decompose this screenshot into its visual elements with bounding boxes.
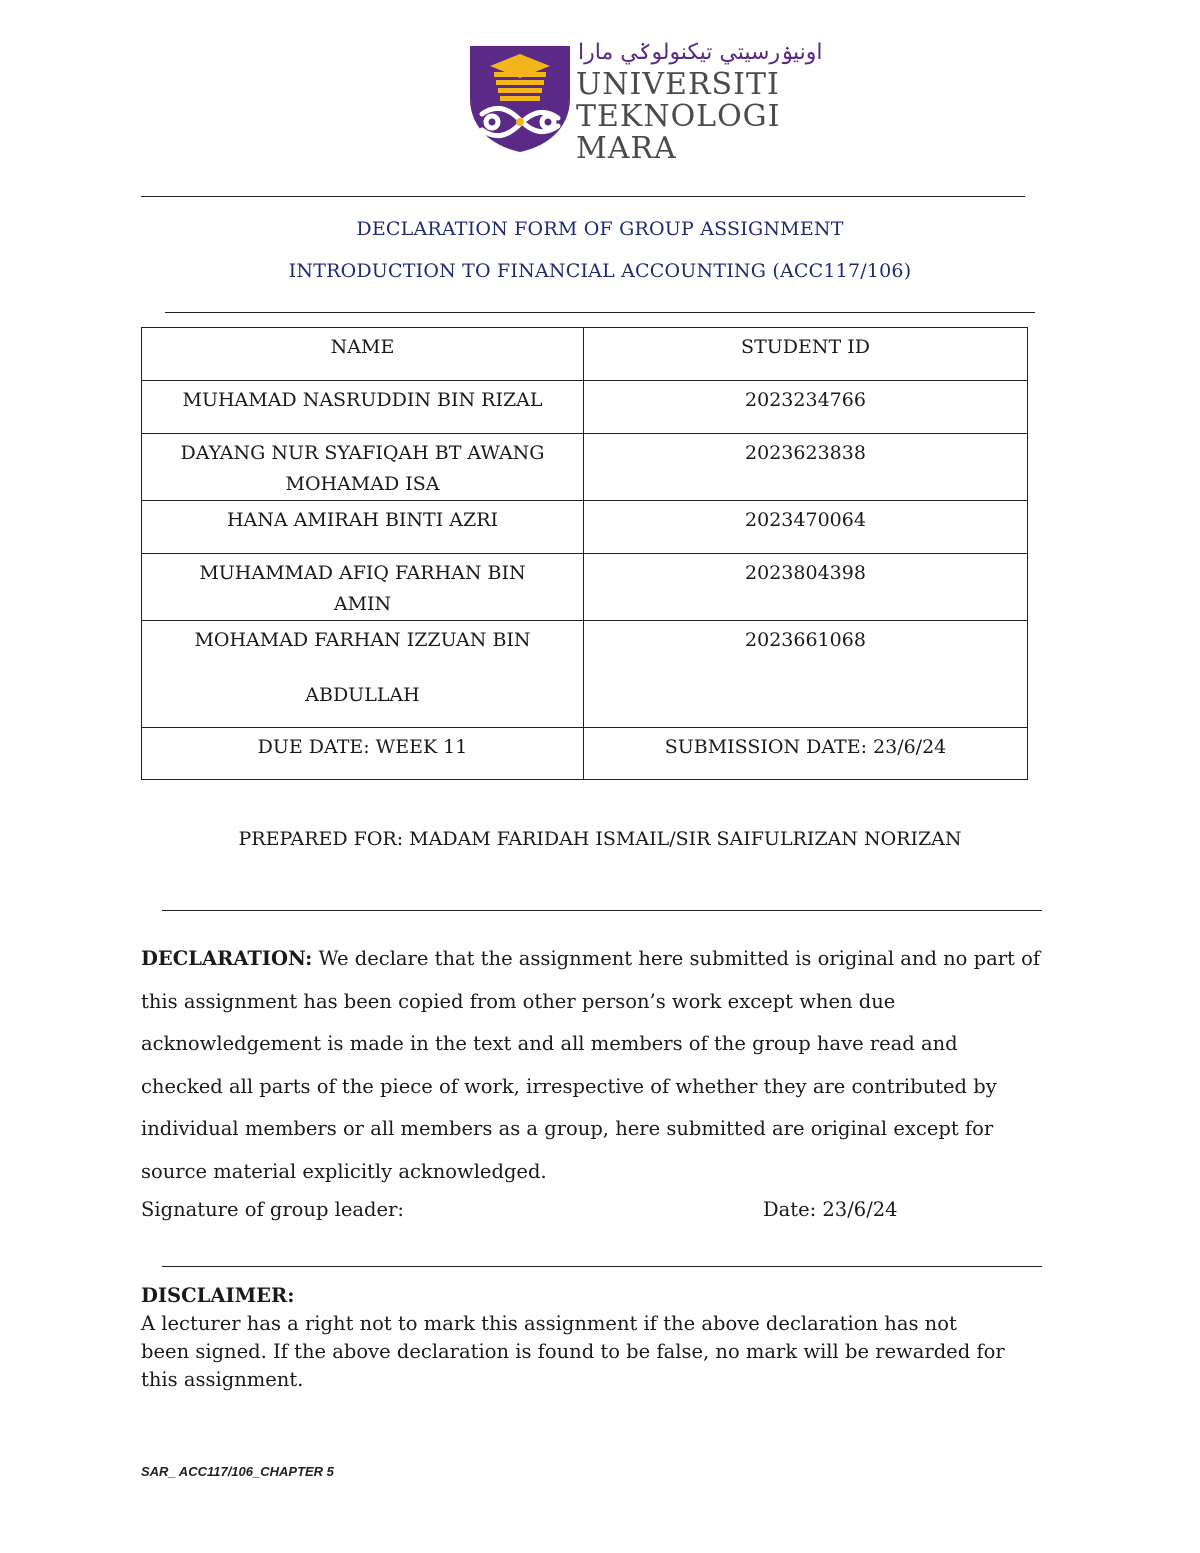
- table-row: [142, 621, 1028, 728]
- member-name: MOHAMAD FARHAN IZZUAN BIN: [194, 629, 531, 651]
- declaration-label: DECLARATION:: [141, 947, 313, 970]
- logo-jawi-text: اونيۏرسيتي تيکنولوݢي مارا: [578, 40, 823, 65]
- divider-top: [141, 196, 1025, 197]
- member-id: 2023661068: [584, 621, 1028, 728]
- university-crest-icon: [466, 42, 574, 154]
- course-title: INTRODUCTION TO FINANCIAL ACCOUNTING (ACC117/106): [288, 260, 912, 282]
- header-student-id: STUDENT ID: [584, 328, 1028, 381]
- logo-line-teknologi: TEKNOLOGI: [576, 99, 781, 134]
- table-row: [142, 501, 1028, 554]
- header-name: NAME: [142, 328, 584, 381]
- disclaimer-label: DISCLAIMER:: [141, 1284, 295, 1307]
- logo-line-universiti: UNIVERSITI: [576, 67, 780, 102]
- disclaimer-text: A lecturer has a right not to mark this assignment if the above declaration has not been signed. If the above declaration is found to be false, no mark will be rewarded for this assignment.: [141, 1312, 1005, 1391]
- member-name: HANA AMIRAH BINTI AZRI: [142, 501, 584, 554]
- prepared-for: PREPARED FOR: MADAM FARIDAH ISMAIL/SIR SAIFULRIZAN NORIZAN: [238, 828, 962, 850]
- declaration-paragraph: [141, 938, 1041, 1193]
- page-footer: SAR_ ACC117/106_CHAPTER 5: [141, 1464, 334, 1479]
- member-name: MUHAMMAD AFIQ FARHAN BIN AMIN: [142, 554, 584, 621]
- signature-date: Date: 23/6/24: [763, 1198, 898, 1221]
- signature-label: Signature of group leader:: [141, 1198, 404, 1221]
- logo-line-mara: MARA: [576, 131, 677, 166]
- submission-date: SUBMISSION DATE: 23/6/24: [584, 728, 1028, 780]
- table-row: [142, 381, 1028, 434]
- member-id: 2023804398: [584, 554, 1028, 621]
- member-id: 2023623838: [584, 434, 1028, 501]
- divider-bottom: [162, 1266, 1042, 1267]
- divider-middle: [162, 910, 1042, 911]
- member-name: DAYANG NUR SYAFIQAH BT AWANG MOHAMAD ISA: [142, 434, 584, 501]
- table-row: [142, 434, 1028, 501]
- member-name-continued: ABDULLAH: [305, 684, 420, 706]
- dates-row: [142, 728, 1028, 780]
- form-title: DECLARATION FORM OF GROUP ASSIGNMENT: [356, 218, 844, 240]
- due-date: DUE DATE: WEEK 11: [142, 728, 584, 780]
- member-name: MUHAMAD NASRUDDIN BIN RIZAL: [142, 381, 584, 434]
- declaration-text: We declare that the assignment here submitted is original and no part of this assignment has been copied from other person’s work except when due acknowledgement is made in the text and all members of the group have read and checked all parts of the piece of work, irrespective of whether they are contributed by individual members or all members as a group, here submitted are original except for source material explicitly acknowledged.: [141, 947, 1041, 1183]
- member-name-cell: [142, 621, 584, 728]
- table-header-row: [142, 328, 1028, 381]
- table-row: [142, 554, 1028, 621]
- member-id: 2023234766: [584, 381, 1028, 434]
- members-table: [141, 327, 1028, 780]
- university-logo: [466, 40, 823, 166]
- member-id: 2023470064: [584, 501, 1028, 554]
- divider-under-title: [165, 312, 1035, 313]
